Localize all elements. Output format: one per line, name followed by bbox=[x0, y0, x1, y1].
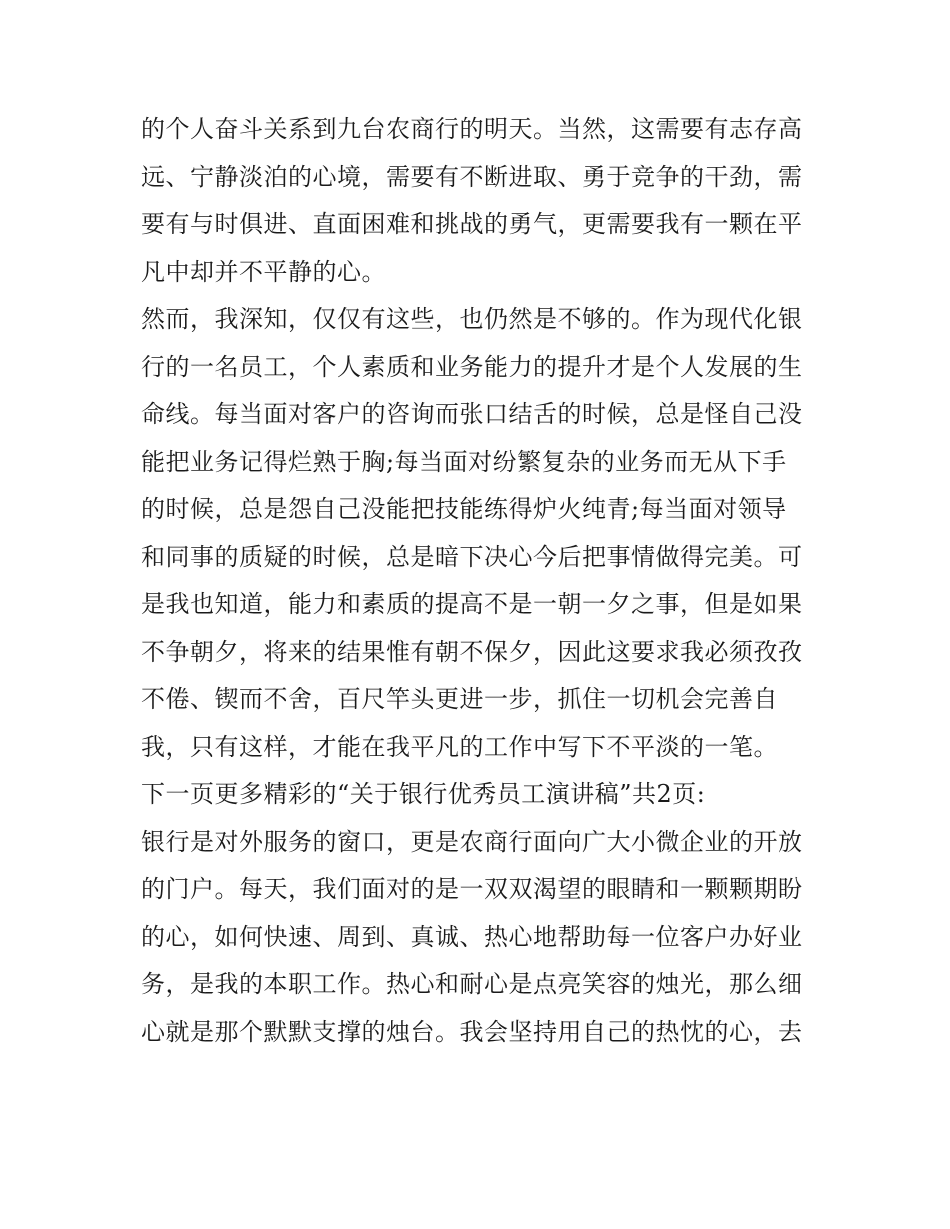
text-line: 行的一名员工，个人素质和业务能力的提升才是个人发展的生 bbox=[141, 352, 803, 381]
text-line: 要有与时俱进、直面困难和挑战的勇气，更需要我有一颗在平 bbox=[141, 210, 803, 238]
text-line: 不争朝夕，将来的结果惟有朝不保夕，因此这要求我必须孜孜 bbox=[141, 637, 803, 666]
text-line: 的心，如何快速、周到、真诚、热心地帮助每一位客户办好业 bbox=[141, 922, 803, 951]
text-line: 凡中却并不平静的心。 bbox=[141, 257, 386, 286]
text-line: 然而，我深知，仅仅有这些，也仍然是不够的。作为现代化银 bbox=[141, 305, 803, 333]
text-line: 务，是我的本职工作。热心和耐心是点亮笑容的烛光，那么细 bbox=[141, 970, 803, 998]
text-line: 我，只有这样，才能在我平凡的工作中写下不平淡的一笔。 bbox=[141, 732, 778, 761]
text-line: 是我也知道，能力和素质的提高不是一朝一夕之事，但是如果 bbox=[141, 590, 803, 618]
text-line: 不倦、锲而不舍，百尺竿头更进一步，抓住一切机会完善自 bbox=[141, 685, 778, 713]
text-line: 能把业务记得烂熟于胸;每当面对纷繁复杂的业务而无从下手 bbox=[141, 447, 787, 476]
text-line: 远、宁静淡泊的心境，需要有不断进取、勇于竞争的干劲，需 bbox=[141, 162, 803, 191]
text-line: 的门户。每天，我们面对的是一双双渴望的眼睛和一颗颗期盼 bbox=[141, 875, 803, 903]
text-line: 的个人奋斗关系到九台农商行的明天。当然，这需要有志存高 bbox=[141, 115, 803, 143]
document-body bbox=[141, 106, 813, 1056]
text-line: 的时候，总是怨自己没能把技能练得炉火纯青;每当面对领导 bbox=[141, 495, 787, 523]
text-line: 银行是对外服务的窗口，更是农商行面向广大小微企业的开放 bbox=[141, 827, 803, 856]
text-line: 心就是那个默默支撑的烛台。我会坚持用自己的热忱的心，去 bbox=[141, 1017, 803, 1046]
text-line: 命线。每当面对客户的咨询而张口结舌的时候，总是怪自己没 bbox=[141, 400, 803, 428]
next-page-note: 下一页更多精彩的“关于银行优秀员工演讲稿”共2页: bbox=[141, 780, 706, 808]
text-line: 和同事的质疑的时候，总是暗下决心今后把事情做得完美。可 bbox=[141, 542, 803, 571]
